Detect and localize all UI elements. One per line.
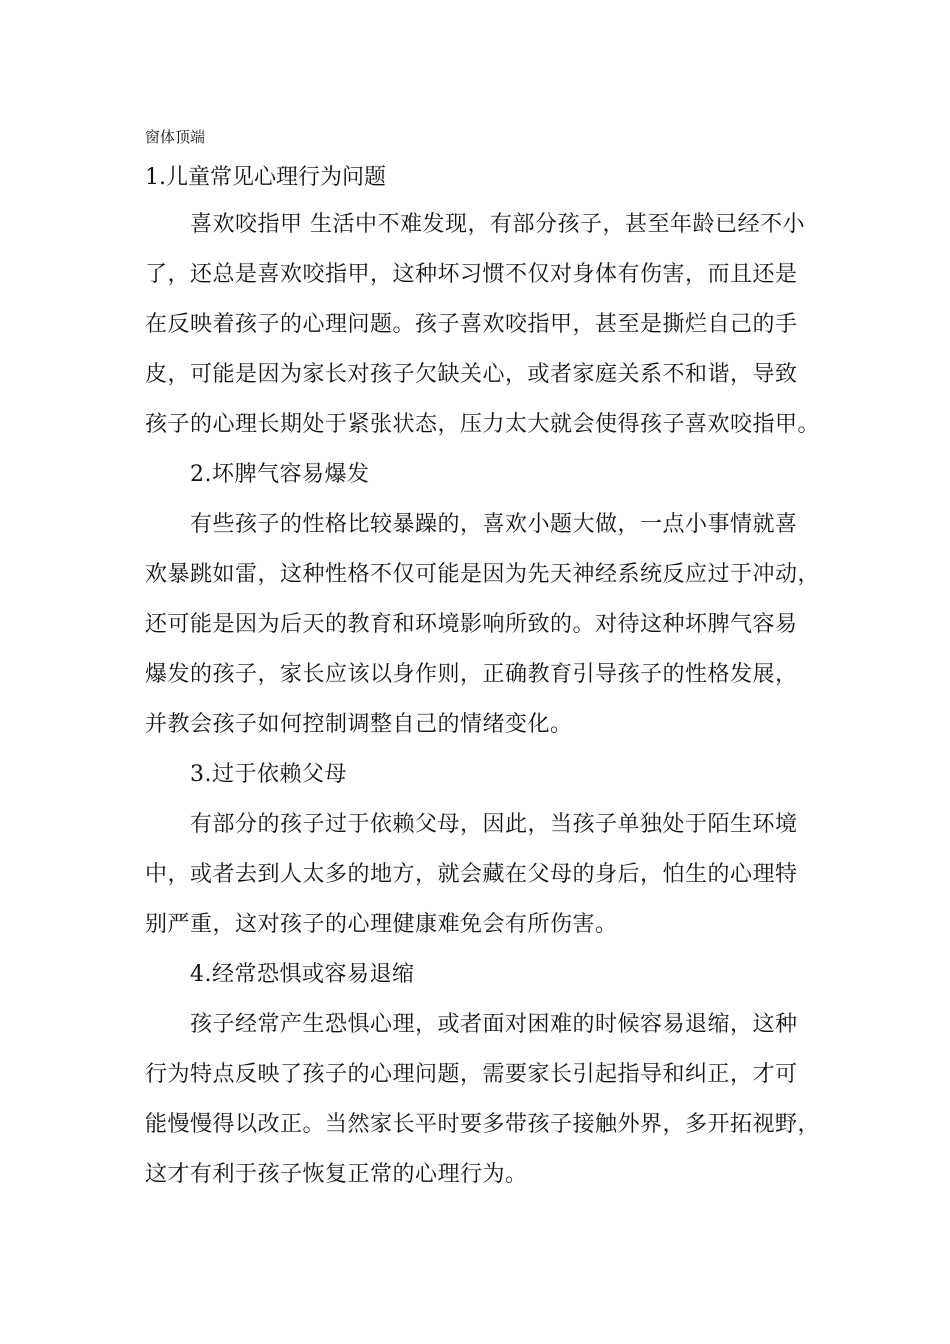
paragraph-line: 别严重，这对孩子的心理健康难免会有所伤害。 — [145, 912, 618, 937]
paragraph-line: 了，还总是喜欢咬指甲，这种坏习惯不仅对身体有伤害，而且还是 — [145, 262, 798, 287]
paragraph-line: 并教会孩子如何控制调整自己的情绪变化。 — [145, 712, 573, 737]
paragraph-line: 欢暴跳如雷，这种性格不仅可能是因为先天神经系统反应过于冲动， — [145, 562, 821, 587]
section-heading: 3.过于依赖父母 — [190, 762, 347, 787]
paragraph-line: 有部分的孩子过于依赖父母，因此，当孩子单独处于陌生环境 — [190, 812, 798, 837]
paragraph-line: 喜欢咬指甲 生活中不难发现，有部分孩子，甚至年龄已经不小 — [190, 212, 805, 237]
section-2 — [145, 450, 821, 750]
paragraph-line: 皮，可能是因为家长对孩子欠缺关心，或者家庭关系不和谐，导致 — [145, 362, 798, 387]
section-heading: 2.坏脾气容易爆发 — [190, 462, 370, 487]
paragraph-line: 中，或者去到人太多的地方，就会藏在父母的身后，怕生的心理特 — [145, 862, 798, 887]
section-4 — [145, 950, 821, 1200]
paragraph-line: 有些孩子的性格比较暴躁的，喜欢小题大做，一点小事情就喜 — [190, 512, 798, 537]
section-heading: 4.经常恐惧或容易退缩 — [190, 962, 415, 987]
section-3 — [145, 750, 810, 950]
section-1-paragraph — [145, 200, 821, 450]
paragraph-line: 孩子的心理长期处于紧张状态，压力太大就会使得孩子喜欢咬指甲。 — [145, 412, 821, 437]
paragraph-line: 还可能是因为后天的教育和环境影响所致的。对待这种坏脾气容易 — [145, 612, 798, 637]
paragraph-line: 行为特点反映了孩子的心理问题，需要家长引起指导和纠正，才可 — [145, 1062, 798, 1087]
paragraph-line: 爆发的孩子，家长应该以身作则，正确教育引导孩子的性格发展， — [145, 662, 798, 687]
main-heading: 1.儿童常见心理行为问题 — [145, 165, 386, 190]
paragraph-line: 能慢慢得以改正。当然家长平时要多带孩子接触外界，多开拓视野， — [145, 1112, 821, 1137]
paragraph-line: 这才有利于孩子恢复正常的心理行为。 — [145, 1162, 528, 1187]
paragraph-line: 在反映着孩子的心理问题。孩子喜欢咬指甲，甚至是撕烂自己的手 — [145, 312, 798, 337]
paragraph-line: 孩子经常产生恐惧心理，或者面对困难的时候容易退缩，这种 — [190, 1012, 798, 1037]
top-note: 窗体顶端 — [145, 128, 206, 146]
